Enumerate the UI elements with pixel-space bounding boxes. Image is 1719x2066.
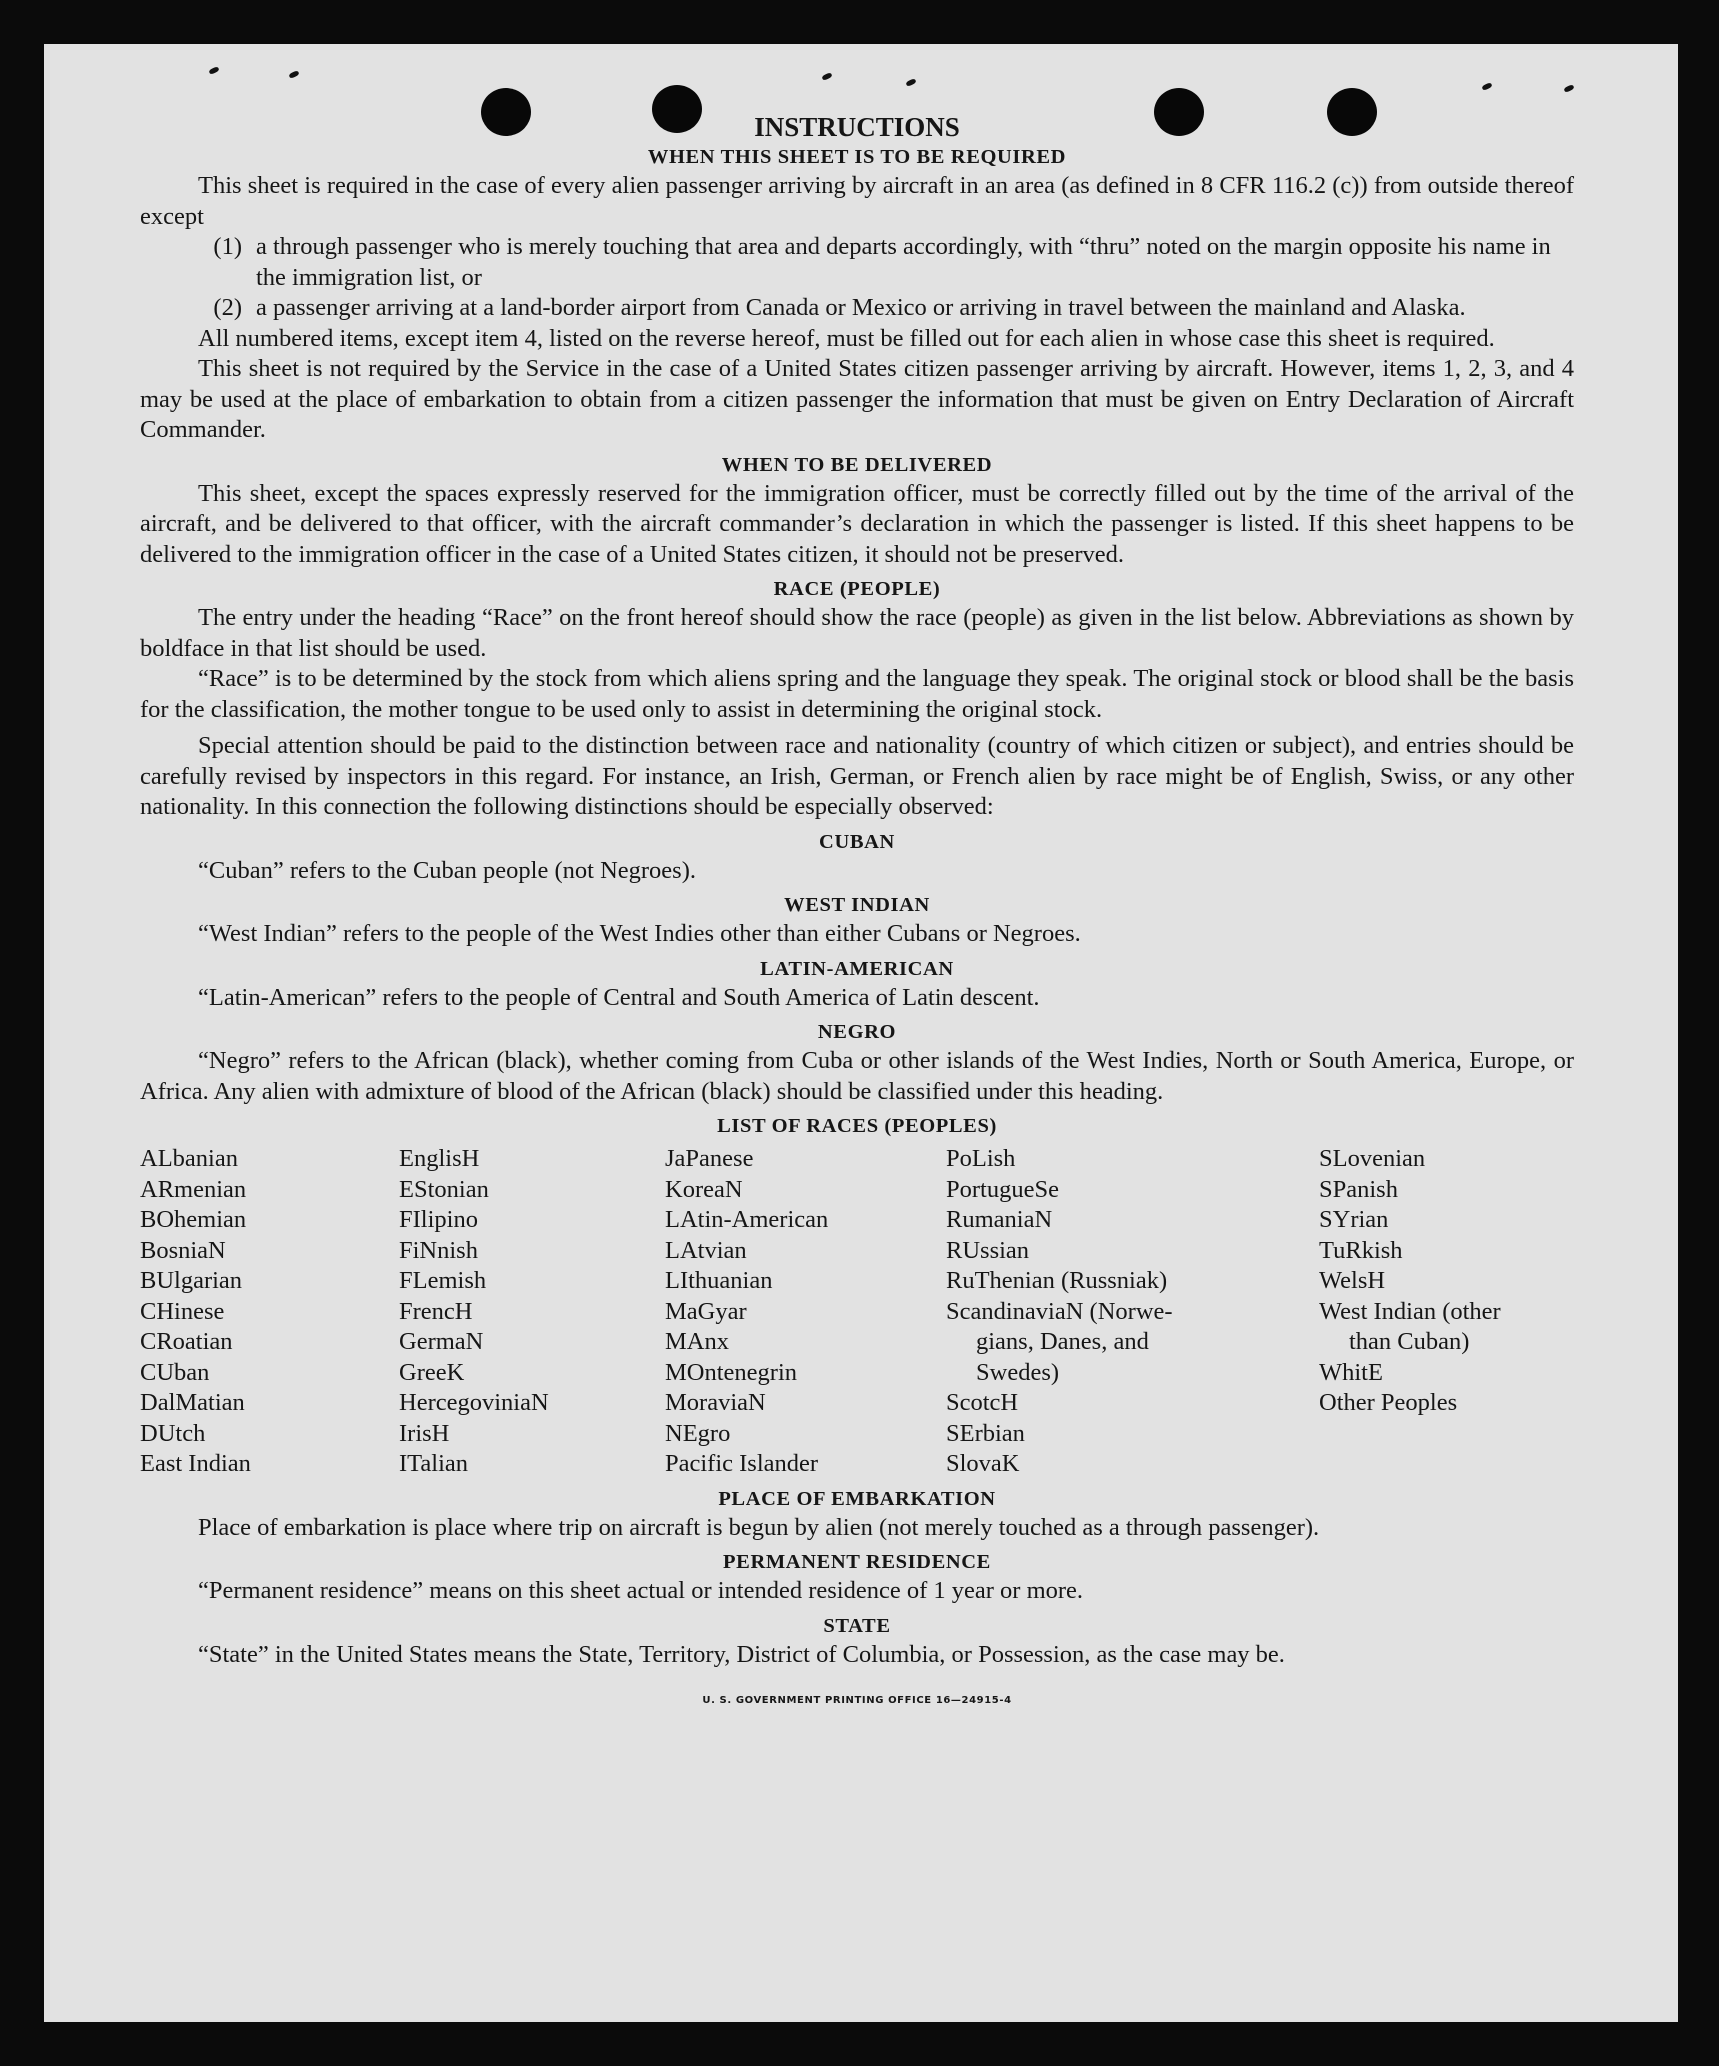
- race-entry: ScandinaviaN (Norwe-: [946, 1297, 1173, 1325]
- race-entry: GreeK: [399, 1358, 465, 1386]
- race-entry: than Cuban): [1349, 1328, 1470, 1355]
- race-entry: RumaniaN: [946, 1206, 1053, 1233]
- race-entry: SLovenian: [1319, 1145, 1426, 1172]
- item-number: (1): [213, 233, 242, 260]
- race-entry: FiNnish: [399, 1236, 478, 1264]
- race-entry: SYrian: [1319, 1206, 1389, 1233]
- race-entry: SlovaK: [946, 1450, 1020, 1477]
- item-number: (2): [213, 294, 242, 321]
- race-entry: RuThenian (Russniak): [946, 1267, 1168, 1294]
- race-entry: SPanish: [1319, 1175, 1398, 1203]
- heading-west-indian: WEST INDIAN: [784, 894, 930, 916]
- race-entry: RUssian: [946, 1236, 1030, 1264]
- race-entry: TuRkish: [1319, 1236, 1403, 1264]
- race-entry: HercegoviniaN: [399, 1389, 549, 1416]
- printer-imprint: U. S. GOVERNMENT PRINTING OFFICE 16—24915-4: [702, 1695, 1012, 1706]
- race-entry: EStonian: [399, 1175, 489, 1203]
- race-entry: MOntenegrin: [665, 1358, 797, 1386]
- race-entry: ScotcH: [946, 1389, 1019, 1416]
- document-sheet: [44, 44, 1678, 2022]
- race-list: [140, 1144, 1574, 1480]
- speck: [1563, 84, 1574, 93]
- race-entry: NEgro: [665, 1419, 731, 1447]
- race-entry: Pacific Islander: [665, 1450, 819, 1477]
- speck: [1481, 82, 1492, 91]
- race-entry: BosniaN: [140, 1236, 226, 1264]
- speck: [821, 72, 832, 81]
- page-title: INSTRUCTIONS: [754, 112, 960, 142]
- paragraph: All numbered items, except item 4, listed on the reverse hereof, must be filled out for each alien in whose case this sheet is required.: [198, 324, 1495, 352]
- heading-negro: NEGRO: [817, 1021, 897, 1043]
- race-entry: WhitE: [1319, 1358, 1383, 1386]
- race-entry: East Indian: [140, 1450, 251, 1477]
- heading-race: RACE (PEOPLE): [773, 578, 941, 600]
- race-entry: DalMatian: [140, 1389, 245, 1416]
- race-entry: BUlgarian: [140, 1267, 243, 1294]
- race-entry: LIthuanian: [665, 1267, 773, 1294]
- definition-text: “Negro” refers to the African (black), whether coming from Cuba or other islands of the West Indies, North or South America, Europe, or Africa. Any alien with admixture of blood of the African (black) should be classified under this heading.: [140, 1047, 1574, 1105]
- definition-text: “Cuban” refers to the Cuban people (not Negroes).: [198, 856, 696, 884]
- race-column: [665, 1144, 946, 1480]
- race-entry: MoraviaN: [665, 1389, 766, 1416]
- paragraph: This sheet is not required by the Service in the case of a United States citizen passenger arriving by aircraft. However, items 1, 2, 3, and 4 may be used at the place of embarkation to obtain from a citizen passenger the information that must be given on Entry Declaration of Aircraft Commander.: [140, 355, 1574, 443]
- paragraph: This sheet, except the spaces expressly reserved for the immigration officer, must be correctly filled out by the time of the arrival of the aircraft, and be delivered to that officer, with the aircraft commander’s declaration in which the passenger is listed. If this sheet happens to be delivered to the immigration officer in the case of a United States citizen, it should not be preserved.: [140, 479, 1574, 568]
- race-column: [399, 1144, 665, 1480]
- race-entry: Swedes): [976, 1358, 1060, 1386]
- race-entry: SErbian: [946, 1419, 1025, 1447]
- race-entry: FrencH: [399, 1297, 473, 1325]
- heading-cuban: CUBAN: [819, 830, 895, 853]
- race-entry: PoLish: [946, 1145, 1016, 1172]
- heading-when-delivered: WHEN TO BE DELIVERED: [721, 453, 993, 476]
- instructions-text: [140, 110, 1574, 1717]
- exception-item: [140, 293, 1574, 324]
- race-column: [946, 1144, 1319, 1480]
- race-entry: DUtch: [140, 1419, 206, 1447]
- race-entry: FIlipino: [399, 1206, 478, 1233]
- race-entry: MaGyar: [665, 1297, 747, 1325]
- heading-list-of-races: LIST OF RACES (PEOPLES): [717, 1115, 997, 1137]
- race-entry: LAtin-American: [665, 1206, 829, 1233]
- race-entry: CUban: [140, 1358, 210, 1386]
- paragraph: “Race” is to be determined by the stock from which aliens spring and the language they speak. The original stock or blood shall be the basis for the classification, the mother tongue to be used only to assist in determining the original stock.: [140, 665, 1574, 723]
- exception-item: [140, 232, 1574, 293]
- heading-state: STATE: [823, 1614, 891, 1637]
- race-entry: MAnx: [665, 1328, 729, 1355]
- race-entry: CRoatian: [140, 1328, 233, 1355]
- race-entry: GermaN: [399, 1328, 484, 1355]
- paragraph: The entry under the heading “Race” on the front hereof should show the race (people) as given in the list below. Abbreviations as shown by boldface in that list should be used.: [140, 604, 1574, 662]
- definition-text: “West Indian” refers to the people of the West Indies other than either Cubans or Negroes.: [198, 920, 1081, 947]
- race-entry: PortugueSe: [946, 1175, 1059, 1203]
- race-entry: FLemish: [399, 1267, 487, 1294]
- heading-residence: PERMANENT RESIDENCE: [723, 1551, 991, 1573]
- heading-when-required: WHEN THIS SHEET IS TO BE REQUIRED: [647, 146, 1067, 168]
- race-entry: LAtvian: [665, 1236, 747, 1264]
- heading-embarkation: PLACE OF EMBARKATION: [718, 1487, 996, 1510]
- definition-text: “Latin-American” refers to the people of Central and South America of Latin descent.: [198, 983, 1040, 1011]
- item-text: a passenger arriving at a land-border airport from Canada or Mexico or arriving in travel between the mainland and Alaska.: [256, 294, 1466, 321]
- speck: [208, 66, 219, 75]
- race-entry: ITalian: [399, 1450, 469, 1477]
- race-entry: WelsH: [1319, 1267, 1386, 1294]
- heading-latin-american: LATIN-AMERICAN: [760, 957, 954, 980]
- race-entry: JaPanese: [665, 1145, 754, 1172]
- speck: [288, 70, 299, 79]
- speck: [905, 78, 916, 87]
- race-entry: gians, Danes, and: [976, 1328, 1149, 1355]
- item-text: a through passenger who is merely touching that area and departs accordingly, with “thru” noted on the margin opposite his name in the immigration list, or: [256, 233, 1551, 291]
- race-entry: ARmenian: [140, 1175, 247, 1203]
- race-entry: EnglisH: [399, 1145, 480, 1172]
- paragraph: This sheet is required in the case of every alien passenger arriving by aircraft in an area (as defined in 8 CFR 116.2 (c)) from outside thereof except: [140, 172, 1574, 230]
- race-entry: KoreaN: [665, 1175, 743, 1203]
- race-entry: CHinese: [140, 1297, 225, 1325]
- definition-text: “Permanent residence” means on this sheet actual or intended residence of 1 year or more.: [198, 1577, 1084, 1604]
- race-column: [1319, 1144, 1574, 1480]
- race-entry: Other Peoples: [1319, 1389, 1458, 1416]
- paragraph: Special attention should be paid to the distinction between race and nationality (country of which citizen or subject), and entries should be carefully revised by inspectors in this regard. For instance, an Irish, German, or French alien by race might be of English, Swiss, or any other nationality. In this connection the following distinctions should be especially observed:: [140, 732, 1574, 820]
- race-entry: West Indian (other: [1319, 1297, 1501, 1325]
- definition-text: Place of embarkation is place where trip on aircraft is begun by alien (not merely touched as a through passenger).: [198, 1513, 1320, 1541]
- race-entry: BOhemian: [140, 1206, 247, 1233]
- race-entry: ALbanian: [140, 1145, 238, 1172]
- definition-text: “State” in the United States means the State, Territory, District of Columbia, or Possession, as the case may be.: [198, 1640, 1285, 1668]
- race-column: [140, 1144, 399, 1480]
- race-entry: IrisH: [399, 1419, 450, 1447]
